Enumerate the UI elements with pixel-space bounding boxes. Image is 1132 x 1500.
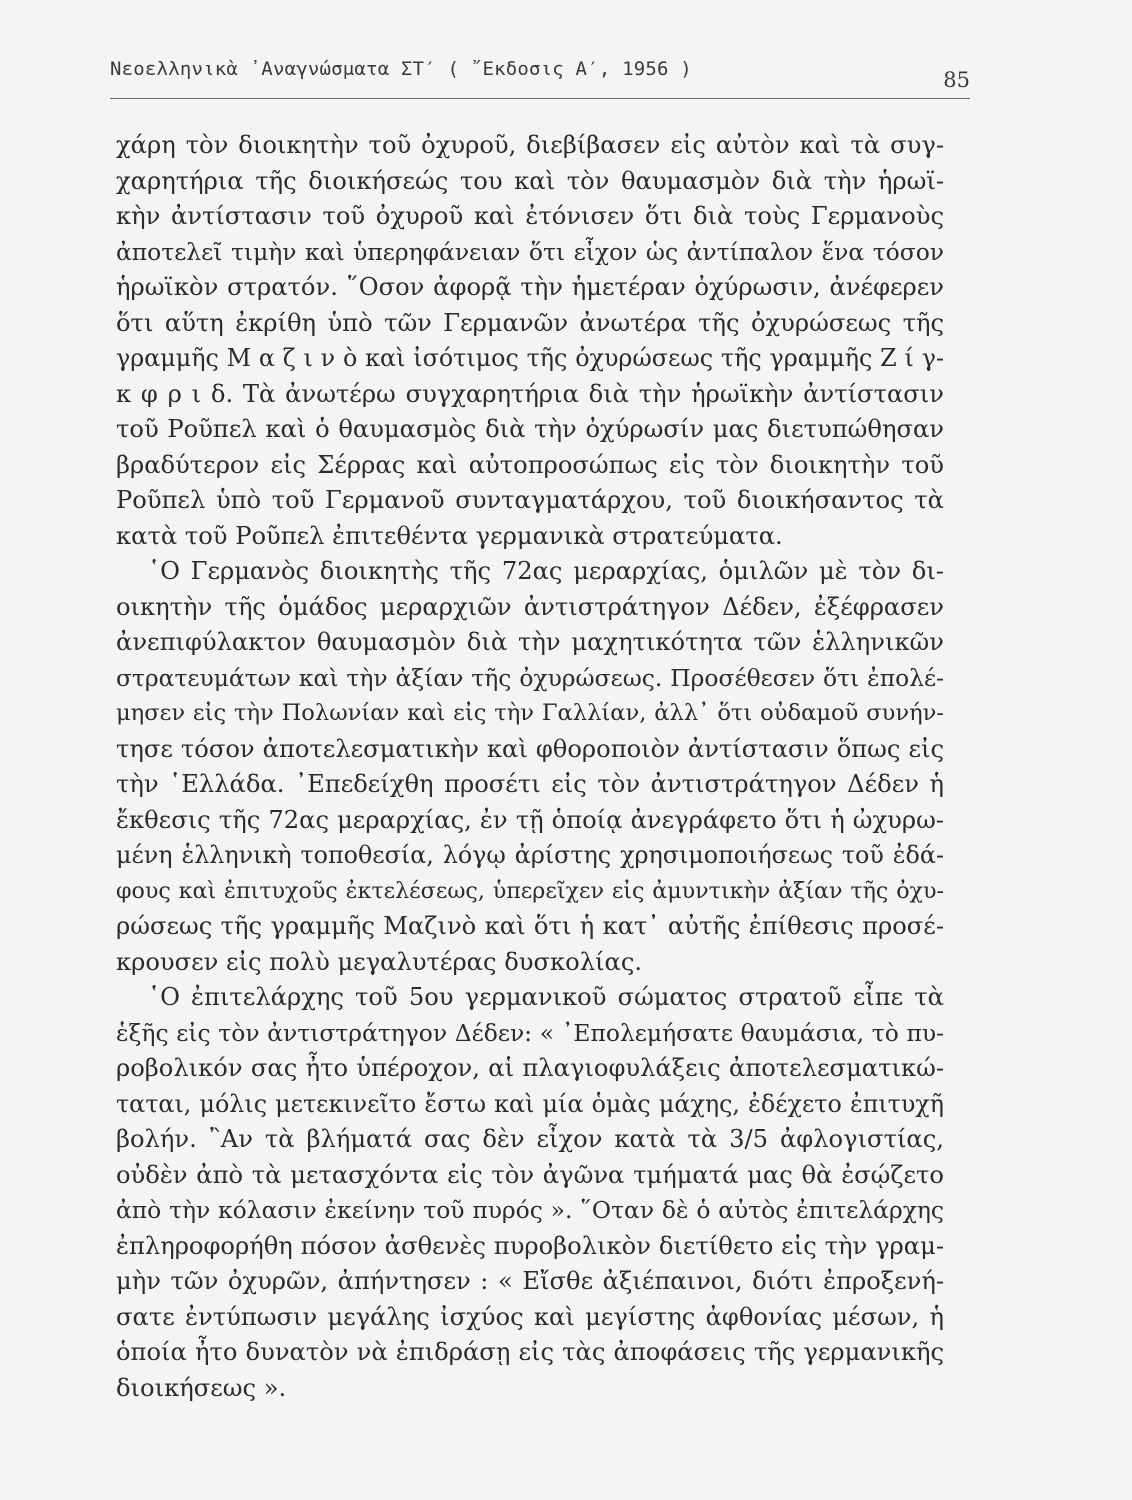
text-line: ῾Ο Γερμανὸς διοικητὴς τῆς 72ας μεραρχίας, ὁμιλῶν μὲ τὸν δι- <box>148 557 944 585</box>
text-line: κρουσεν εἰς πολὺ μεγαλυτέρας δυσκολίας. <box>116 947 643 976</box>
text-line: Ροῦπελ ὑπὸ τοῦ Γερμανοῦ συνταγματάρχου, τοῦ διοικήσαντος τὰ <box>116 486 944 514</box>
text-line: οὐδὲν ἀπὸ τὰ μετασχόντα εἰς τὸν ἀγῶνα τμήματά μας θὰ ἐσῴζετο <box>116 1160 944 1189</box>
text-line: τησε τόσον ἀποτελεσματικὴν καὶ φθοροποιὸν ἀντίστασιν ὅπως εἰς <box>116 734 944 763</box>
text-line: μησεν εἰς τὴν Πολωνίαν καὶ εἰς τὴν Γαλλίαν, ἀλλ᾿ ὅτι οὐδαμοῦ συνήν- <box>116 700 944 726</box>
text-line: ἑξῆς εἰς τὸν ἀντιστράτηγον Δέδεν: « ᾿Επολεμήσατε θαυμάσια, τὸ πυ- <box>116 1018 944 1047</box>
page-number: 85 <box>943 68 970 92</box>
text-line: χαρητήρια τῆς διοικήσεώς του καὶ τὸν θαυμασμὸν διὰ τὴν ἡρωϊ- <box>116 166 944 195</box>
body-text <box>116 128 944 1406</box>
text-line: χάρη τὸν διοικητὴν τοῦ ὀχυροῦ, διεβίβασεν εἰς αὐτὸν καὶ τὰ συγ- <box>116 131 944 159</box>
text-line: βραδύτερον εἰς Σέρρας καὶ αὐτοπροσώπως εἰς τὸν διοικητὴν τοῦ <box>116 450 944 479</box>
text-line: οικητὴν τῆς ὁμάδος μεραρχιῶν ἀντιστράτηγον Δέδεν, ἐξέφρασεν <box>116 592 944 621</box>
text-line: φους καὶ ἐπιτυχοῦς ἐκτελέσεως, ὑπερεῖχεν εἰς ἀμυντικὴν ἀξίαν τῆς ὀχυ- <box>116 877 944 904</box>
text-line: ἀπὸ τὴν κόλασιν ἐκείνην τοῦ πυρός ». ῞Οταν δὲ ὁ αὐτὸς ἐπιτελάρχης <box>116 1196 944 1224</box>
text-line: διοικήσεως ». <box>116 1373 287 1402</box>
text-line: ῾Ο ἐπιτελάρχης τοῦ 5ου γερμανικοῦ σώματος στρατοῦ εἶπε τὰ <box>148 983 944 1011</box>
text-line: ὁποία ἦτο δυνατὸν νὰ ἐπιδράσῃ εἰς τὰς ἀποφάσεις τῆς γερμανικῆς <box>116 1338 944 1366</box>
text-line: ταται, μόλις μετεκινεῖτο ἔστω καὶ μία ὁμὰς μάχης, ἐδέχετο ἐπιτυχῆ <box>116 1089 944 1118</box>
text-line: βολήν. ῍Αν τὰ βλήματά σας δὲν εἶχον κατὰ τὰ 3/5 ἀφλογιστίας, <box>116 1125 944 1153</box>
running-title: Νεοελληνικὰ ᾿Αναγνώσματα ΣΤ′ ( ῎Εκδοσις Α′, 1956 ) <box>110 58 692 80</box>
text-line: στρατευμάτων καὶ τὴν ἀξίαν τῆς ὀχυρώσεως. Προσέθεσεν ὅτι ἐπολέ- <box>116 663 944 692</box>
text-line: ἔκθεσις τῆς 72ας μεραρχίας, ἐν τῇ ὁποίᾳ ἀνεγράφετο ὅτι ἡ ὠχυρω- <box>116 805 944 834</box>
text-line: τὴν ῾Ελλάδα. ᾿Επεδείχθη προσέτι εἰς τὸν ἀντιστράτηγον Δέδεν ἡ <box>116 770 944 798</box>
text-line: μένη ἑλληνικὴ τοποθεσία, λόγῳ ἀρίστης χρησιμοποιήσεως τοῦ ἐδά- <box>116 841 944 869</box>
paragraph <box>116 554 944 980</box>
text-line: ἐπληροφορήθη πόσον ἀσθενὲς πυροβολικὸν διετίθετο εἰς τὴν γραμ- <box>116 1231 944 1260</box>
paragraph <box>116 128 944 554</box>
text-line: ὅτι αὕτη ἐκρίθη ὑπὸ τῶν Γερμανῶν ἀνωτέρα τῆς ὀχυρώσεως τῆς <box>116 308 944 337</box>
text-line: μὴν τῶν ὀχυρῶν, ἀπήντησεν : « Εἴσθε ἀξιέπαινοι, διότι ἐπροξενή- <box>116 1267 944 1295</box>
text-line: γραμμῆς Μ α ζ ι ν ὸ καὶ ἰσότιμος τῆς ὀχυρώσεως τῆς γραμμῆς Ζ ί γ- <box>116 344 944 372</box>
text-line: κὴν ἀντίστασιν τοῦ ὀχυροῦ καὶ ἐτόνισεν ὅτι διὰ τοὺς Γερμανοὺς <box>116 202 944 230</box>
text-line: κατὰ τοῦ Ροῦπελ ἐπιτεθέντα γερμανικὰ στρατεύματα. <box>116 521 783 550</box>
text-line: ἀνεπιφύλακτον θαυμασμὸν διὰ τὴν μαχητικότητα τῶν ἑλληνικῶν <box>116 628 944 656</box>
text-line: ἡρωϊκὸν στρατόν. ῞Οσον ἀφορᾷ τὴν ἡμετέραν ὀχύρωσιν, ἀνέφερεν <box>116 273 944 301</box>
page-header <box>110 58 970 99</box>
text-line: σατε ἐντύπωσιν μεγάλης ἰσχύος καὶ μεγίστης ἀφθονίας μέσων, ἡ <box>116 1302 944 1331</box>
paragraph <box>116 980 944 1406</box>
text-line: ρώσεως τῆς γραμμῆς Μαζινὸ καὶ ὅτι ἡ κατ᾿ αὐτῆς ἐπίθεσις προσέ- <box>116 912 944 940</box>
text-line: κ φ ρ ι δ. Τὰ ἀνωτέρω συγχαρητήρια διὰ τὴν ἡρωϊκὴν ἀντίστασιν <box>116 379 944 408</box>
text-line: ροβολικόν σας ἦτο ὑπέροχον, αἱ πλαγιοφυλάξεις ἀποτελεσματικώ- <box>116 1054 944 1082</box>
text-line: τοῦ Ροῦπελ καὶ ὁ θαυμασμὸς διὰ τὴν ὀχύρωσίν μας διετυπώθησαν <box>116 415 944 443</box>
text-line: ἀποτελεῖ τιμὴν καὶ ὑπερηφάνειαν ὅτι εἶχον ὡς ἀντίπαλον ἕνα τόσον <box>116 237 944 266</box>
